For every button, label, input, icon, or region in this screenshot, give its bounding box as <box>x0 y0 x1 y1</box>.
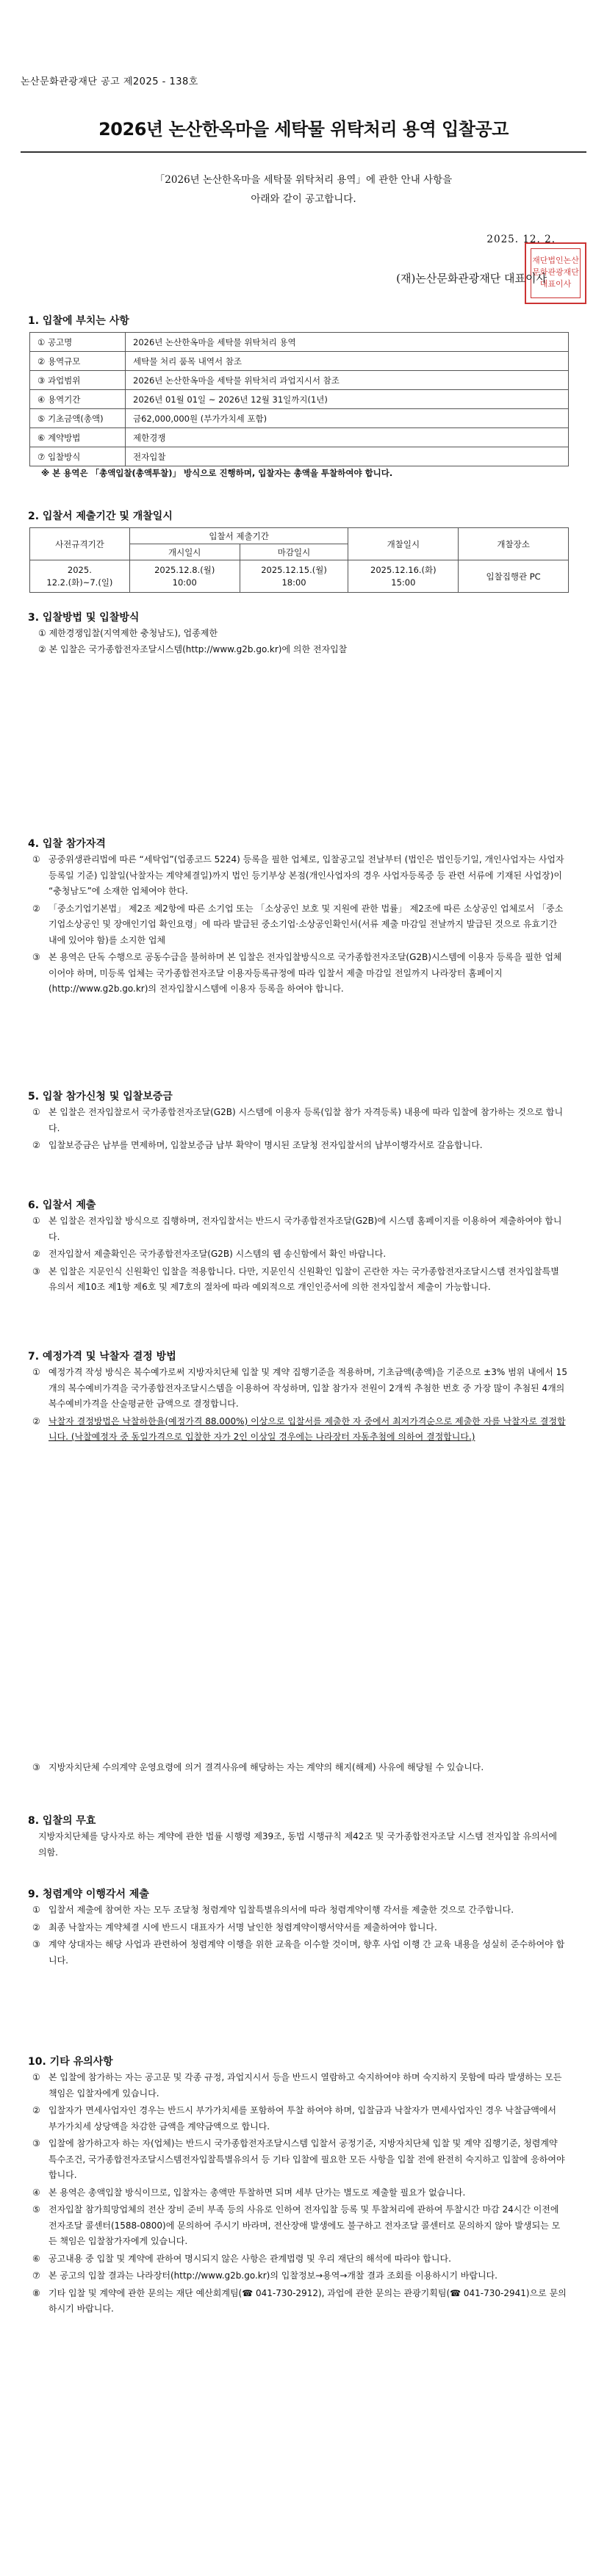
notice-number: 논산문화관광재단 공고 제2025 - 138호 <box>21 76 198 87</box>
section-5-title: 5. 입찰 참가신청 및 입찰보증금 <box>28 1091 173 1103</box>
list-item-number: ① <box>32 2072 40 2082</box>
list-item-number: ④ <box>32 2187 40 2198</box>
list-item-number: ① <box>32 1905 40 1915</box>
table-cell-value: 2026년 논산한옥마을 세탁물 위탁처리 과업지시서 참조 <box>126 371 569 390</box>
list-item: ② 본 입찰은 국가종합전자조달시스템(http://www.g2b.go.kr)에 의한 전자입찰 <box>38 643 348 654</box>
section-5-list <box>32 1105 567 1155</box>
list-item-text: 최종 낙찰자는 계약체결 시에 반드시 대표자가 서명 날인한 청렴계약이행서약서를 제출하여야 합니다. <box>49 1922 437 1933</box>
list-item-text: 본 용역은 단독 수행으로 공동수급을 불허하며 본 입찰은 전자입찰방식으로 국가종합전자조달(G2B)시스템에 이용자 등록을 필한 업체이어야 하며, 미등록 업체는 국가종합전자조달 이용자등록규정에 따라 입찰서 제출 마감일 전일까지 나라장터 홈페이지(http://www.g2b.go.kr)의 전자입찰시스템에 이용자 등록을 하여야 합니다. <box>49 952 562 994</box>
section-1-note: ※ 본 용역은 「총액입찰(총액투찰)」 방식으로 진행하며, 입찰자는 총액을 투찰하여야 합니다. <box>41 468 393 478</box>
list-item-text: 낙찰자 결정방법은 낙찰하한율(예정가격 88.000%) 이상으로 입찰서를 제출한 자 중에서 최저가격순으로 제출한 자를 낙찰자로 결정합니다. (낙찰예정자 중 동일가격으로 입찰한 자가 2인 이상일 경우에는 나라장터 자동추첨에 의하여 결정합니다.) <box>49 1415 566 1442</box>
table-cell-label: ③ 과업범위 <box>30 371 126 390</box>
list-item <box>32 1213 567 1245</box>
table-cell-label: ⑥ 계약방법 <box>30 428 126 447</box>
table-row <box>30 390 569 409</box>
list-item <box>32 2286 567 2317</box>
schedule-start: 2025.12.8.(월) 10:00 <box>129 560 240 593</box>
section-4-title: 4. 입찰 참가자격 <box>28 838 106 850</box>
schedule-header-submit: 입찰서 제출기간 <box>129 528 348 544</box>
list-item-text: 예정가격 작성 방식은 복수예가로써 지방자치단체 입찰 및 계약 집행기준을 적용하며, 기초금액(총액)을 기준으로 ±3% 범위 내에서 15개의 복수예비가격을 국가종합전자조달시스템을 이용하여 작성하며, 입찰 참가자 전원이 2개씩 추첨한 번호 중 가장 많이 추첨된 4개의 복수예비가격을 산술평균한 금액으로 결정합니다. <box>49 1367 567 1409</box>
list-item-text: 계약 상대자는 해당 사업과 관련하여 청렴계약 이행을 위한 교육을 이수할 것이며, 향후 사업 이행 간 교육 내용을 성실히 준수하여야 합니다. <box>49 1939 565 1966</box>
notice-date: 2025. 12. 2. <box>486 234 556 245</box>
list-item-number: ⑧ <box>32 2287 40 2298</box>
list-item <box>32 1138 567 1154</box>
list-item: ① 제한경쟁입찰(지역제한 충청남도), 업종제한 <box>38 628 218 638</box>
schedule-header-open: 개찰일시 <box>348 528 459 560</box>
table-cell-value: 금62,000,000원 (부가가치세 포함) <box>126 409 569 428</box>
section-7-list <box>32 1365 567 1447</box>
list-item <box>32 2251 567 2267</box>
schedule-header-end: 마감일시 <box>240 544 348 560</box>
table-cell-label: ② 용역규모 <box>30 352 126 371</box>
list-item-number: ③ <box>32 1762 40 1772</box>
schedule-header-period: 사전규격기간 <box>30 528 130 560</box>
intro-text <box>0 170 607 209</box>
list-item-number: ⑤ <box>32 2204 40 2215</box>
schedule-period: 2025. 12.2.(화)~7.(일) <box>30 560 130 593</box>
list-item-text: 전자입찰서 제출확인은 국가종합전자조달(G2B) 시스템의 웹 송신함에서 확인 바랍니다. <box>49 1249 387 1259</box>
list-item-number: ① <box>32 1107 40 1117</box>
list-item <box>32 901 567 949</box>
section-10-list <box>32 2070 567 2319</box>
section-9-list <box>32 1902 567 1970</box>
list-item <box>32 2136 567 2184</box>
intro-line: 아래와 같이 공고합니다. <box>251 193 356 205</box>
section-8-text: 지방자치단체를 당사자로 하는 계약에 관한 법률 시행령 제39조, 동법 시행규칙 제42조 및 국가종합전자조달 시스템 전자입찰 유의서에 의함. <box>38 1831 557 1858</box>
issuing-organization: (재)논산문화관광재단 대표이사 <box>396 272 547 285</box>
list-item <box>32 2185 567 2201</box>
list-item-text: 공중위생관리법에 따른 “세탁업”(업종코드 5224) 등록을 필한 업체로, 입찰공고일 전날부터 (법인은 법인등기일, 개인사업자는 사업자등록일 기준) 입찰일(낙찰자는 계약체결일)까지 법인 등기부상 본점(개인사업자의 경우 사업자등록증 등 관련 서류에 기재된 사업장)이 “충청남도”에 소재한 업체여야 한다. <box>49 854 564 896</box>
table-cell-value: 2026년 논산한옥마을 세탁물 위탁처리 용역 <box>126 333 569 352</box>
list-item-text: 전자입찰 참가희망업체의 전산 장비 준비 부족 등의 사유로 인하여 전자입찰 등록 및 투찰처리에 관하여 투찰시간 마감 24시간 이전에 전자조달 콜센터(1588-0800)에 문의하여 주시기 바라며, 전산장애 발생에도 불구하고 전자조달 콜센터로 문의하지 않아 발생되는 모든 책임은 입찰참가자에게 있습니다. <box>49 2204 561 2246</box>
table-cell-value: 2026년 01월 01일 ~ 2026년 12월 31일까지(1년) <box>126 390 569 409</box>
section-3-list <box>38 626 578 657</box>
list-item-number: ② <box>32 1249 40 1259</box>
list-item-number: ③ <box>32 952 40 962</box>
table-row <box>30 428 569 447</box>
list-item-text: 본 공고의 입찰 결과는 나라장터(http://www.g2b.go.kr)의 입찰정보→용역→개찰 결과 조회를 이용하시기 바랍니다. <box>49 2270 498 2281</box>
list-item-text: 본 용역은 총액입찰 방식이므로, 입찰자는 총액만 투찰하면 되며 세부 단가는 별도로 제출할 필요가 없습니다. <box>49 2187 466 2198</box>
list-item-number: ② <box>32 1922 40 1933</box>
list-item-text: 본 입찰은 전자입찰로서 국가종합전자조달(G2B) 시스템에 이용자 등록(입찰 참가 자격등록) 내용에 따라 입찰에 참가하는 것으로 합니다. <box>49 1107 564 1133</box>
list-item-number: ① <box>32 1367 40 1377</box>
list-item-text: 「중소기업기본법」 제2조 제2항에 따른 소기업 또는 「소상공인 보호 및 지원에 관한 법률」 제2조에 따른 소상공인 업체로서 「중소기업소상공인 및 장애인기업 확인요령」에 따라 발급된 중소기업·소상공인확인서(서류 제출 마감일 전날까지 발급된 것으로 유효기간 내에 있어야 함)를 소지한 업체 <box>49 903 564 945</box>
list-item-text: 입찰에 참가하고자 하는 자(업체)는 반드시 국가종합전자조달시스템 입찰서 공정기준, 지방자치단체 입찰 및 계약 집행기준, 청렴계약 특수조건, 국가종합전자조달시스템전자입찰특별유의서 등 기타 입찰에 필요한 모든 사항을 입찰 전에 완전히 숙지하고 입찰에 응하여야 합니다. <box>49 2138 565 2180</box>
list-item <box>32 1246 567 1263</box>
section-10-title: 10. 기타 유의사항 <box>28 2056 113 2068</box>
list-item-number: ⑦ <box>32 2270 40 2281</box>
bid-items-table <box>29 332 569 466</box>
table-cell-label: ④ 용역기간 <box>30 390 126 409</box>
list-item <box>32 1105 567 1136</box>
list-item-number: ① <box>32 1216 40 1226</box>
list-item-number: ① <box>32 854 40 865</box>
table-row <box>30 409 569 428</box>
table-cell-label: ⑦ 입찰방식 <box>30 447 126 466</box>
list-item-number: ③ <box>32 1266 40 1277</box>
list-item <box>32 950 567 997</box>
title-divider <box>21 151 586 153</box>
list-item <box>32 1365 567 1413</box>
list-item-number: ② <box>32 1140 40 1150</box>
section-9-title: 9. 청렴계약 이행각서 제출 <box>28 1888 149 1900</box>
section-6-title: 6. 입찰서 제출 <box>28 1199 96 1211</box>
section-7-title: 7. 예정가격 및 낙찰자 결정 방법 <box>28 1351 176 1363</box>
table-row <box>30 352 569 371</box>
list-item-text: 입찰서 제출에 참여한 자는 모두 조달청 청렴계약 입찰특별유의서에 따라 청렴계약이행 각서를 제출한 것으로 간주합니다. <box>49 1905 514 1915</box>
list-item-number: ② <box>32 1415 40 1426</box>
table-cell-value: 제한경쟁 <box>126 428 569 447</box>
list-item <box>32 852 567 900</box>
schedule-place: 입찰집행관 PC <box>459 560 569 593</box>
schedule-end: 2025.12.15.(월) 18:00 <box>240 560 348 593</box>
intro-line: 「2026년 논산한옥마을 세탁물 위탁처리 용역」에 관한 안내 사항을 <box>154 174 453 186</box>
section-1-title: 1. 입찰에 부치는 사항 <box>28 315 129 327</box>
schedule-header-place: 개찰장소 <box>459 528 569 560</box>
section-6-list <box>32 1213 567 1297</box>
table-row <box>30 447 569 466</box>
list-item-text: 본 입찰은 지문인식 신원확인 입찰을 적용합니다. 다만, 지문인식 신원확인 입찰이 곤란한 자는 국가종합전자조달시스템 전자입찰특별유의서 제10조 제1항 제6호 및 제7호의 절차에 따라 예외적으로 개인인증서에 의한 전자입찰서 제출이 가능합니다. <box>49 1266 559 1292</box>
list-item <box>32 1760 567 1776</box>
list-item-number: ⑥ <box>32 2253 40 2264</box>
page-title: 2026년 논산한옥마을 세탁물 위탁처리 용역 입찰공고 <box>98 119 509 140</box>
list-item-text: 기타 입찰 및 계약에 관한 문의는 재단 예산회계팀(☎ 041-730-2912), 과업에 관한 문의는 관광기획팀(☎ 041-730-2941)으로 문의하시기 바랍니다. <box>49 2287 567 2314</box>
table-cell-value: 세탁물 처리 품목 내역서 참조 <box>126 352 569 371</box>
seal-text: 재단법인논산문화관광재단대표이사 <box>531 248 581 298</box>
table-row <box>30 371 569 390</box>
list-item <box>32 2070 567 2101</box>
list-item-text: 본 입찰은 전자입찰 방식으로 집행하며, 전자입찰서는 반드시 국가종합전자조달(G2B)에 시스템 홈페이지를 이용하여 제출하여야 합니다. <box>49 1216 562 1242</box>
list-item <box>32 2103 567 2135</box>
list-item <box>32 1920 567 1936</box>
schedule-open: 2025.12.16.(화) 15:00 <box>348 560 459 593</box>
list-item-text: 공고내용 중 입찰 및 계약에 관하여 명시되지 않은 사항은 관계법령 및 우리 재단의 해석에 따라야 합니다. <box>49 2253 451 2264</box>
list-item <box>32 1902 567 1919</box>
list-item-number: ② <box>32 2105 40 2115</box>
section-2-title: 2. 입찰서 제출기간 및 개찰일시 <box>28 510 173 522</box>
section-8-title: 8. 입찰의 무효 <box>28 1815 96 1827</box>
list-item <box>32 2268 567 2284</box>
table-cell-label: ① 공고명 <box>30 333 126 352</box>
schedule-header-start: 개시일시 <box>129 544 240 560</box>
list-item-number: ② <box>32 903 40 914</box>
list-item-text: 지방자치단체 수의계약 운영요령에 의거 결격사유에 해당하는 자는 계약의 해지(해제) 사유에 해당될 수 있습니다. <box>49 1762 484 1772</box>
list-item-number: ③ <box>32 1939 40 1949</box>
list-item <box>32 1264 567 1296</box>
list-item-number: ③ <box>32 2138 40 2149</box>
list-item-text: 입찰자가 면세사업자인 경우는 반드시 부가가치세를 포함하여 투찰 하여야 하며, 입찰금과 낙찰자가 면세사업자인 경우 낙찰금액에서 부가가치세 상당액을 차감한 금액을 계약금액으로 합니다. <box>49 2105 556 2132</box>
list-item-text: 본 입찰에 참가하는 자는 공고문 및 각종 규정, 과업지시서 등을 반드시 열람하고 숙지하여야 하며 숙지하지 못함에 따라 발생하는 모든 책임은 입찰자에게 있습니다. <box>49 2072 562 2099</box>
section-7-item-3 <box>32 1760 567 1776</box>
table-row <box>30 333 569 352</box>
table-cell-label: ⑤ 기초금액(총액) <box>30 409 126 428</box>
schedule-table <box>29 527 569 593</box>
table-cell-value: 전자입찰 <box>126 447 569 466</box>
list-item <box>32 2202 567 2250</box>
list-item <box>32 1937 567 1969</box>
list-item <box>32 1414 567 1446</box>
section-4-list <box>32 852 567 999</box>
list-item-text: 입찰보증금은 납부를 면제하며, 입찰보증금 납부 확약이 명시된 조달청 전자입찰서의 납부이행각서로 갈음합니다. <box>49 1140 483 1150</box>
section-3-title: 3. 입찰방법 및 입찰방식 <box>28 612 140 624</box>
